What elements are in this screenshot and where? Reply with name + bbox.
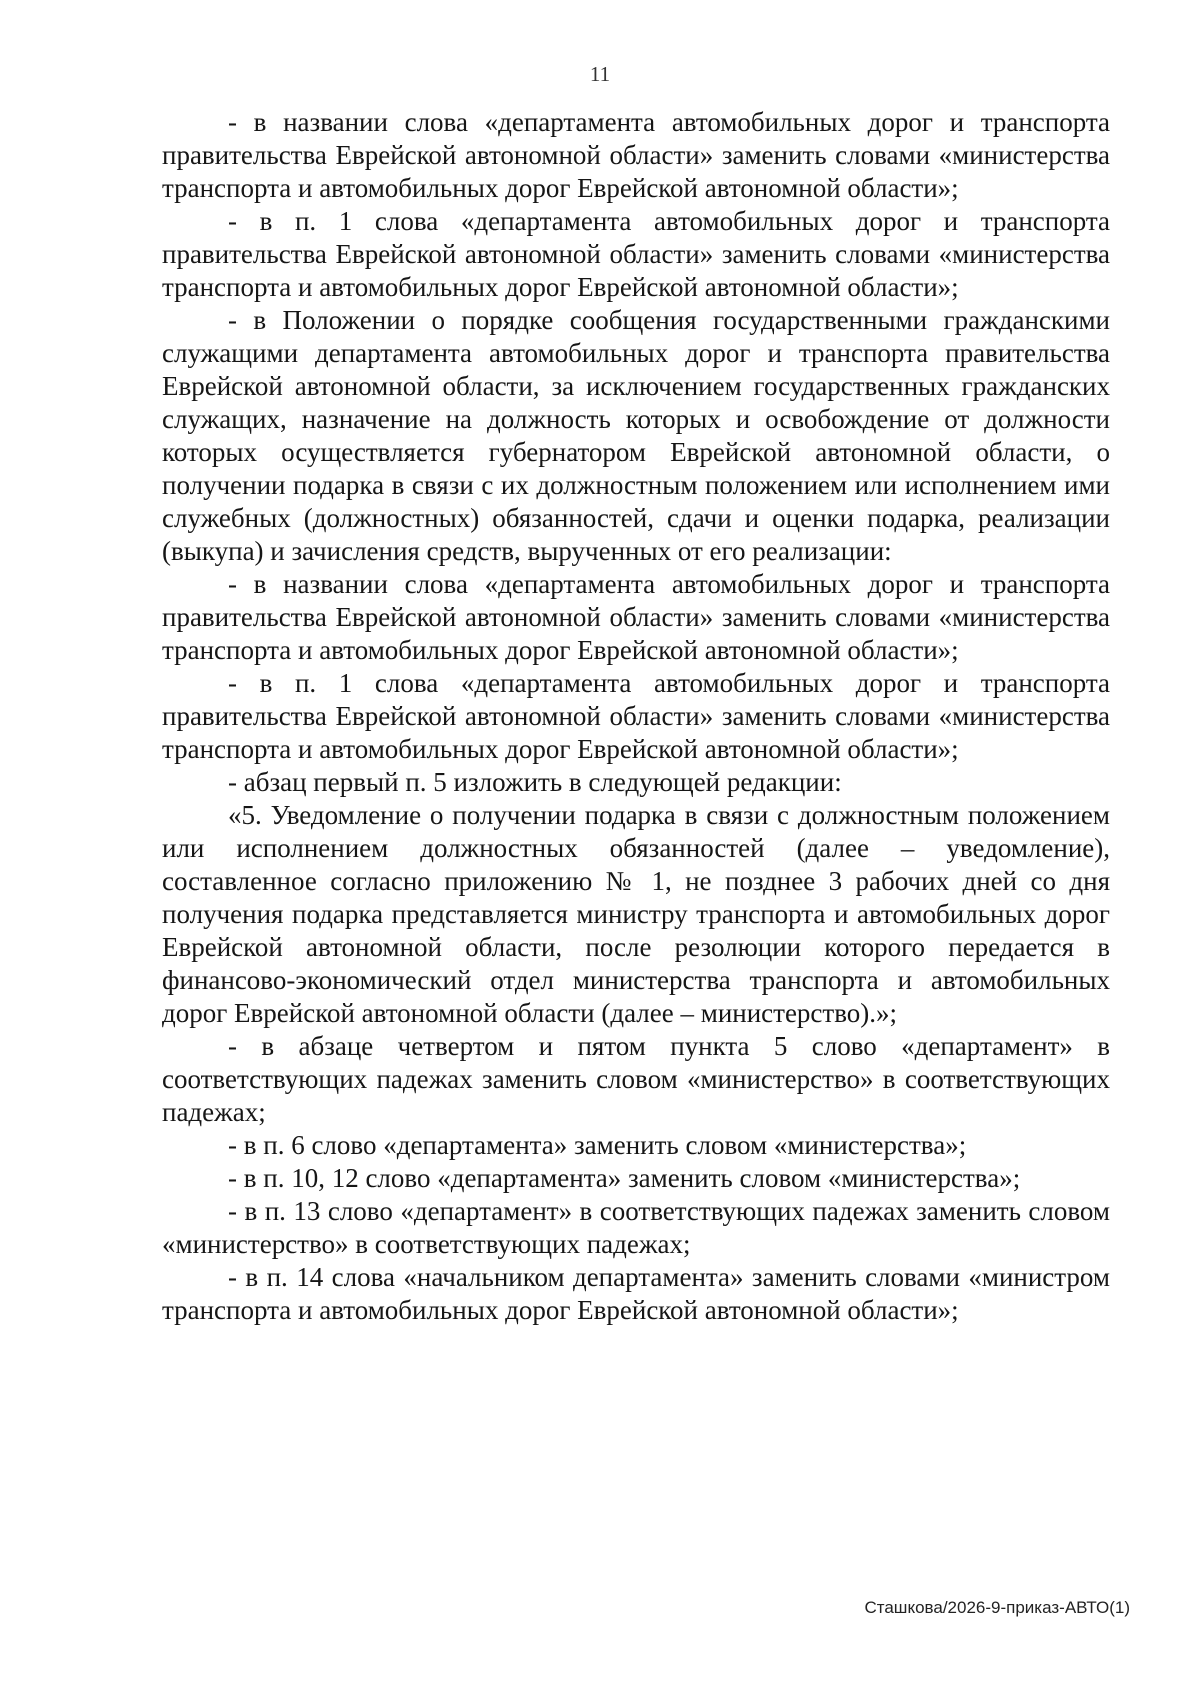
paragraph: - в п. 6 слово «департамента» заменить словом «министерства»; (228, 1130, 967, 1160)
paragraph: - в п. 13 слово «департамент» в соответствующих падежах заменить словом «министерство» в соответствующих падежах; (162, 1196, 1110, 1259)
paragraph: - в названии слова «департамента автомобильных дорог и транспорта правительства Еврейской автономной области» заменить словами «министерства транспорта и автомобильных дорог Еврейской автономной области»; (162, 569, 1110, 665)
paragraph: - в п. 14 слова «начальником департамента» заменить словами «министром транспорта и автомобильных дорог Еврейской автономной области»; (162, 1262, 1110, 1325)
document-body (162, 106, 1110, 1327)
paragraph: - в п. 10, 12 слово «департамента» заменить словом «министерства»; (228, 1163, 1021, 1193)
paragraph: - абзац первый п. 5 изложить в следующей редакции: (228, 767, 842, 797)
paragraph: - в Положении о порядке сообщения государственными гражданскими служащими департамента автомобильных дорог и транспорта правительства Еврейской автономной области, за исключением государственных гражданских служащих, назначение на должность которых и освобождение от должности которых осуществляется губернатором Еврейской автономной области, о получении подарка в связи с их должностным положением или исполнением ими служебных (должностных) обязанностей, сдачи и оценки подарка, реализации (выкупа) и зачисления средств, вырученных от его реализации: (162, 305, 1110, 566)
paragraph: - в п. 1 слова «департамента автомобильных дорог и транспорта правительства Еврейской автономной области» заменить словами «министерства транспорта и автомобильных дорог Еврейской автономной области»; (162, 206, 1110, 302)
paragraph: - в абзаце четвертом и пятом пункта 5 слово «департамент» в соответствующих падежах заменить словом «министерство» в соответствующих падежах; (162, 1031, 1110, 1127)
paragraph: - в названии слова «департамента автомобильных дорог и транспорта правительства Еврейской автономной области» заменить словами «министерства транспорта и автомобильных дорог Еврейской автономной области»; (162, 107, 1110, 203)
page-number: 11 (589, 62, 611, 86)
paragraph: «5. Уведомление о получении подарка в связи с должностным положением или исполнением должностных обязанностей (далее – уведомление), составленное согласно приложению № 1, не позднее 3 рабочих дней со дня получения подарка представляется министру транспорта и автомобильных дорог Еврейской автономной области, после резолюции которого передается в финансово-экономический отдел министерства транспорта и автомобильных дорог Еврейской автономной области (далее – министерство).»; (162, 800, 1110, 1028)
paragraph: - в п. 1 слова «департамента автомобильных дорог и транспорта правительства Еврейской автономной области» заменить словами «министерства транспорта и автомобильных дорог Еврейской автономной области»; (162, 668, 1110, 764)
document-reference-footer: Сташкова/2026-9-приказ-АВТО(1) (864, 1598, 1130, 1617)
